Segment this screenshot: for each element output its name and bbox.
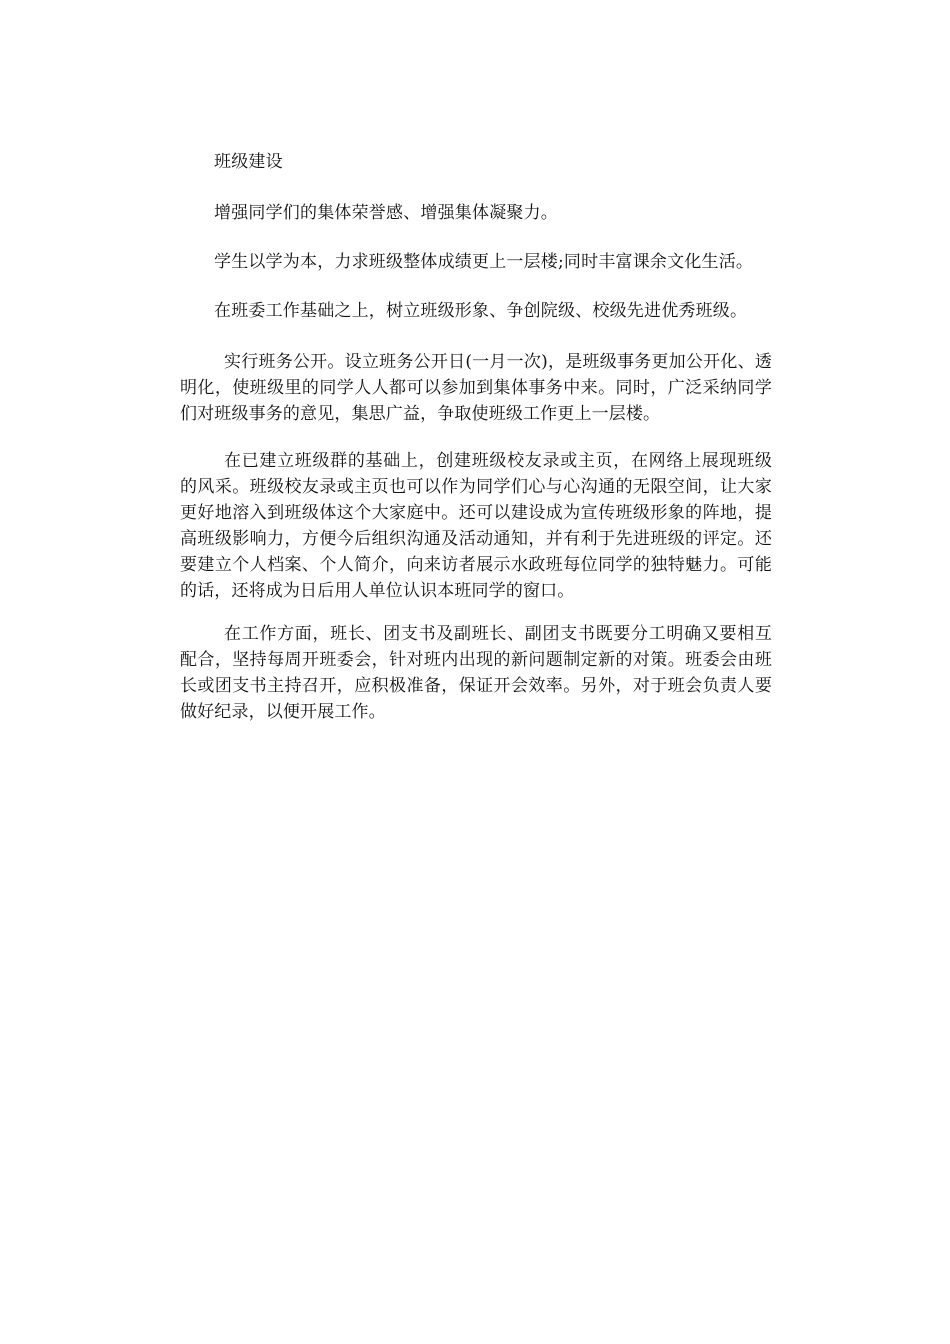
document-heading: 班级建设 — [214, 152, 283, 172]
paragraph-3: 在工作方面，班长、团支书及副班长、副团支书既要分工明确又要相互配合，坚持每周开班委会，针对班内出现的新问题制定新的对策。班委会由班长或团支书主持召开，应积极准备，保证开会效率。另外，对于班会负责人要做好纪录，以便开展工作。 — [180, 624, 772, 722]
document-line-3: 在班委工作基础之上，树立班级形象、争创院级、校级先进优秀班级。 — [214, 301, 748, 321]
paragraph-1: 实行班务公开。设立班务公开日(一月一次)，是班级事务更加公开化、透明化，使班级里的同学人人都可以参加到集体事务中来。同时，广泛采纳同学们对班级事务的意见，集思广益，争取使班级工作更上一层楼。 — [180, 352, 772, 424]
document-line-2: 学生以学为本，力求班级整体成绩更上一层楼;同时丰富课余文化生活。 — [214, 252, 754, 272]
paragraph-2: 在已建立班级群的基础上，创建班级校友录或主页，在网络上展现班级的风采。班级校友录或主页也可以作为同学们心与心沟通的无限空间，让大家更好地溶入到班级体这个大家庭中。还可以建设成为宣传班级形象的阵地，提高班级影响力，方便今后组织沟通及活动通知，并有利于先进班级的评定。还要建立个人档案、个人简介，向来访者展示水政班每位同学的独特魅力。可能的话，还将成为日后用人单位认识本班同学的窗口。 — [180, 451, 772, 601]
document-line-1: 增强同学们的集体荣誉感、增强集体凝聚力。 — [214, 203, 558, 223]
